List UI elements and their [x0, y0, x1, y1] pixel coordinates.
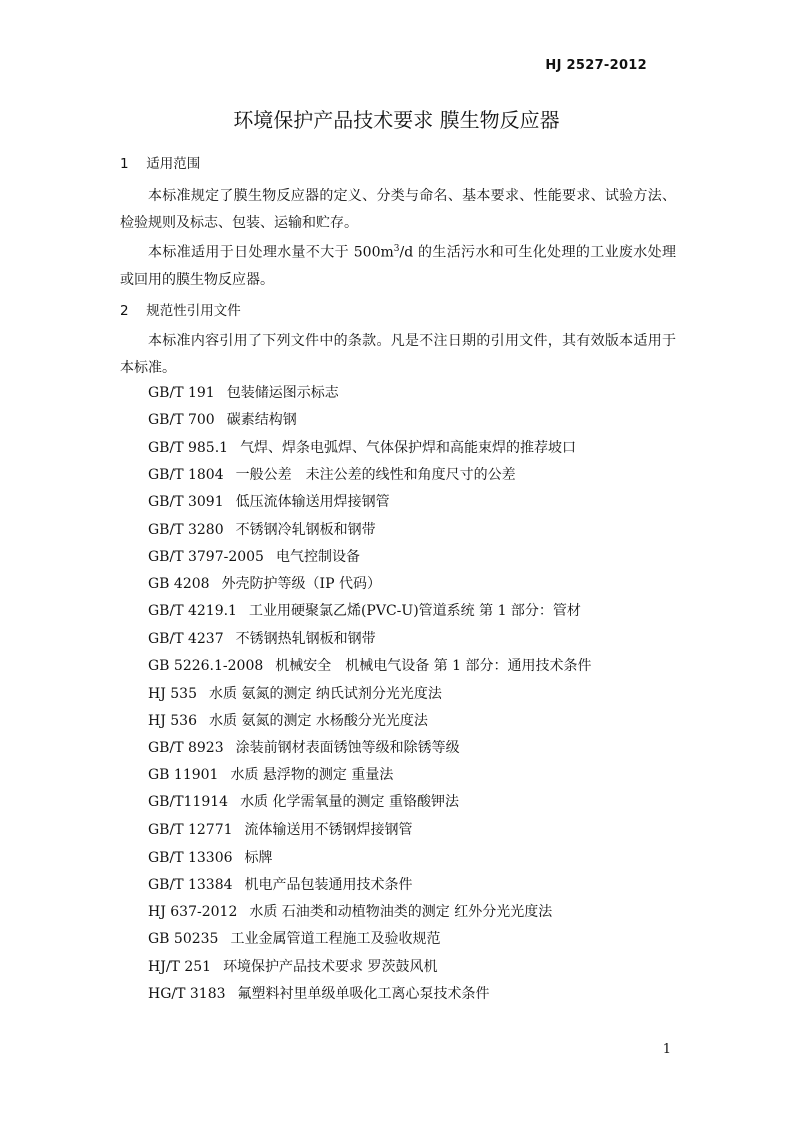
reference-item — [148, 382, 339, 402]
reference-code: GB/T 8923 — [148, 740, 224, 756]
reference-code: GB/T 4237 — [148, 631, 224, 647]
reference-code: GB/T 4219.1 — [148, 603, 237, 619]
reference-code: GB/T 12771 — [148, 822, 233, 838]
reference-item — [148, 437, 576, 457]
section-number: 2 — [120, 303, 129, 319]
reference-name: 水质 石油类和动植物油类的测定 红外分光光度法 — [249, 904, 553, 920]
reference-code: GB/T 985.1 — [148, 440, 229, 456]
reference-item — [148, 983, 490, 1003]
reference-code: HJ 637-2012 — [148, 904, 238, 920]
reference-item — [148, 464, 516, 484]
reference-name: 一般公差 未注公差的线性和角度尺寸的公差 — [235, 467, 516, 483]
scope-paragraph-2-rest: /d 的生活污水和可生化处理的工业废水处理或回用的膜生物反应器。 — [120, 244, 676, 288]
scope-paragraph-1: 本标准规定了膜生物反应器的定义、分类与命名、基本要求、性能要求、试验方法、检验规则及标志、包装、运输和贮存。 — [120, 188, 676, 231]
reference-item — [148, 737, 460, 757]
reference-code: GB/T 3797-2005 — [148, 549, 264, 565]
reference-code: GB 4208 — [148, 576, 210, 592]
reference-name: 电气控制设备 — [275, 549, 360, 565]
reference-code: HG/T 3183 — [148, 986, 226, 1002]
reference-item — [148, 683, 442, 703]
reference-item — [148, 874, 413, 894]
reference-name: 工业用硬聚氯乙烯(PVC-U)管道系统 第 1 部分：管材 — [248, 603, 581, 619]
standard-code: HJ 2527-2012 — [545, 58, 647, 73]
reference-code: GB/T11914 — [148, 794, 229, 810]
section-heading-references — [120, 299, 241, 319]
superscript: 3 — [393, 244, 400, 254]
reference-code: GB/T 13384 — [148, 877, 233, 893]
reference-name: 包装储运图示标志 — [226, 385, 339, 401]
reference-name: 机电产品包装通用技术条件 — [244, 877, 413, 893]
reference-item — [148, 956, 438, 976]
reference-name: 气焊、焊条电弧焊、气体保护焊和高能束焊的推荐坡口 — [240, 440, 577, 456]
scope-paragraph-2-text: 本标准适用于日处理水量不大于 500m — [148, 244, 394, 261]
section-heading-scope — [120, 152, 200, 172]
references-intro: 本标准内容引用了下列文件中的条款。凡是不注日期的引用文件，其有效版本适用于本标准。 — [120, 333, 676, 376]
reference-name: 不锈钢冷轧钢板和钢带 — [235, 522, 376, 538]
reference-item — [148, 847, 273, 867]
reference-name: 机械安全 机械电气设备 第 1 部分：通用技术条件 — [275, 658, 592, 674]
reference-item — [148, 409, 297, 429]
reference-name: 碳素结构钢 — [226, 412, 297, 428]
reference-name: 氟塑料衬里单级单吸化工离心泵技术条件 — [237, 986, 490, 1002]
reference-item — [148, 710, 428, 730]
reference-name: 外壳防护等级（IP 代码） — [221, 576, 381, 592]
reference-code: GB/T 13306 — [148, 850, 233, 866]
reference-name: 环境保护产品技术要求 罗茨鼓风机 — [223, 959, 438, 975]
reference-item — [148, 491, 390, 511]
reference-code: HJ 535 — [148, 686, 197, 702]
section-title: 适用范围 — [146, 156, 201, 172]
reference-item — [148, 819, 413, 839]
reference-code: HJ 536 — [148, 713, 197, 729]
reference-code: GB/T 3091 — [148, 494, 224, 510]
reference-name: 流体输送用不锈钢焊接钢管 — [244, 822, 413, 838]
reference-item — [148, 764, 393, 784]
reference-item — [148, 901, 552, 921]
section-title: 规范性引用文件 — [146, 303, 241, 319]
reference-name: 水质 悬浮物的测定 重量法 — [230, 767, 394, 783]
reference-name: 不锈钢热轧钢板和钢带 — [235, 631, 376, 647]
section-number: 1 — [120, 156, 129, 172]
scope-paragraph-2 — [120, 236, 676, 294]
reference-code: GB/T 1804 — [148, 467, 224, 483]
reference-item — [148, 928, 440, 948]
reference-item — [148, 655, 592, 675]
reference-item — [148, 519, 376, 539]
page-number: 1 — [662, 1042, 671, 1057]
reference-item — [148, 600, 581, 620]
reference-item — [148, 546, 360, 566]
reference-item — [148, 573, 381, 593]
reference-name: 涂装前钢材表面锈蚀等级和除锈等级 — [235, 740, 460, 756]
reference-code: GB 11901 — [148, 767, 219, 783]
reference-item — [148, 791, 459, 811]
reference-name: 标牌 — [244, 850, 273, 866]
reference-name: 低压流体输送用焊接钢管 — [235, 494, 390, 510]
reference-code: GB 50235 — [148, 931, 219, 947]
reference-code: GB 5226.1-2008 — [148, 658, 264, 674]
reference-code: GB/T 3280 — [148, 522, 224, 538]
reference-name: 水质 氨氮的测定 水杨酸分光光度法 — [209, 713, 428, 729]
reference-code: GB/T 191 — [148, 385, 215, 401]
reference-name: 工业金属管道工程施工及验收规范 — [230, 931, 441, 947]
reference-code: HJ/T 251 — [148, 959, 212, 975]
document-title: 环境保护产品技术要求 膜生物反应器 — [233, 108, 560, 132]
reference-code: GB/T 700 — [148, 412, 215, 428]
reference-name: 水质 化学需氧量的测定 重铬酸钾法 — [240, 794, 459, 810]
reference-name: 水质 氨氮的测定 纳氏试剂分光光度法 — [209, 686, 442, 702]
reference-item — [148, 628, 376, 648]
